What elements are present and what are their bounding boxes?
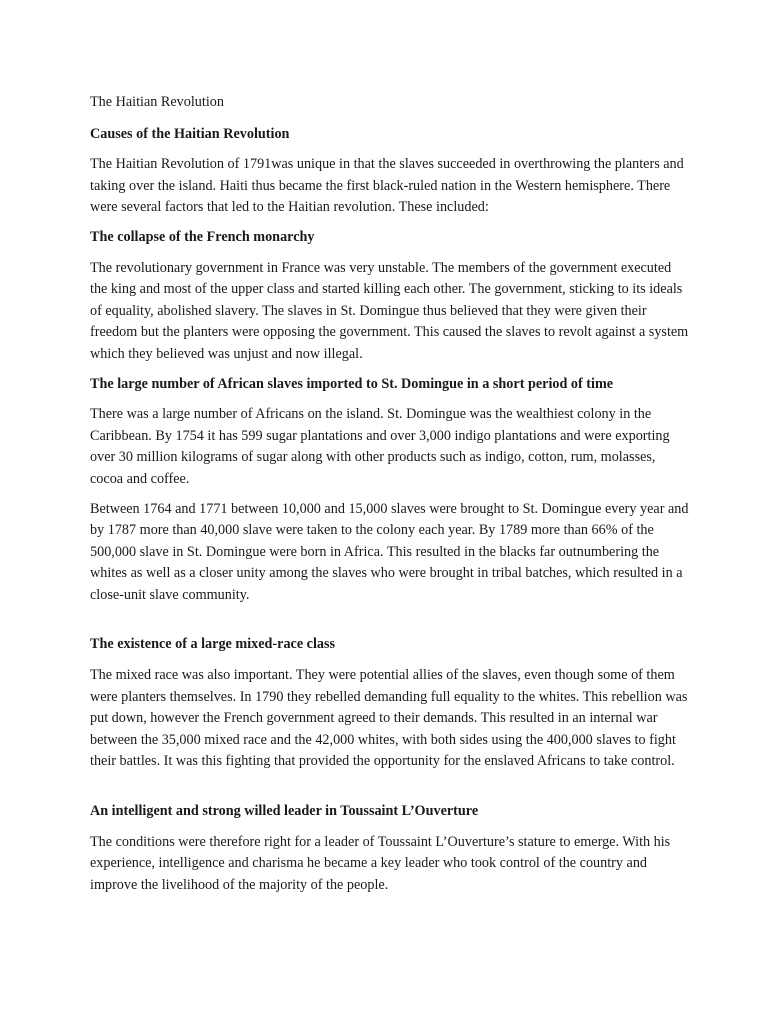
section-paragraph: The mixed race was also important. They were potential allies of the slaves, even though some of them were planters themselves. In 1790 they rebelled demanding full equality to the whites. This rebellion was put down, however the French government agreed to their demands. This resulted in an internal war between the 35,000 mixed race and the 42,000 whites, with both sides using the 400,000 slaves to fight their battles. It was this fighting that provided the opportunity for the enslaved Africans to take control.: [90, 667, 688, 770]
paragraph-gap: [90, 614, 690, 634]
section-heading-mixed-race: The existence of a large mixed-race class: [90, 636, 336, 653]
intro-paragraph: The Haitian Revolution of 1791was unique in that the slaves succeeded in overthrowing the planters and taking over the island. Haiti thus became the first black-ruled nation in the Western hemisphere. There were several factors that led to the Haitian revolution. These included:: [90, 156, 684, 216]
document-title: The Haitian Revolution: [90, 94, 224, 110]
section-paragraph: Between 1764 and 1771 between 10,000 and 15,000 slaves were brought to St. Domingue every year and by 1787 more than 40,000 slave were taken to the colony each year. By 1789 more than 66% of the 500,000 slave in St. Domingue were born in Africa. This resulted in the blacks far outnumbering the whites as well as a closer unity among the slaves who were brought in tribal batches, which resulted in a close-unit slave community.: [90, 500, 689, 603]
paragraph-gap: [90, 781, 690, 801]
section-heading-toussaint: An intelligent and strong willed leader in Toussaint L’Ouverture: [90, 803, 479, 820]
document-page: [90, 92, 690, 904]
section-heading-african-slaves: The large number of African slaves imported to St. Domingue in a short period of time: [90, 375, 614, 392]
section-paragraph: The conditions were therefore right for a leader of Toussaint L’Ouverture’s stature to emerge. With his experience, intelligence and charisma he became a key leader who took control of the country and improve the livelihood of the majority of the people.: [90, 833, 671, 893]
section-heading-french-monarchy: The collapse of the French monarchy: [90, 228, 315, 245]
section-paragraph: There was a large number of Africans on the island. St. Domingue was the wealthiest colony in the Caribbean. By 1754 it has 599 sugar plantations and over 3,000 indigo plantations and were exporting over 30 million kilograms of sugar along with other products such as indigo, cotton, rum, molasses, cocoa and coffee.: [90, 406, 670, 487]
section-paragraph: The revolutionary government in France was very unstable. The members of the government executed the king and most of the upper class and started killing each other. The government, sticking to its ideals of equality, abolished slavery. The slaves in St. Domingue thus believed that they were given their freedom but the planters were opposing the government. This caused the slaves to revolt against a system which they believed was unjust and now illegal.: [90, 259, 689, 362]
document-subtitle: Causes of the Haitian Revolution: [90, 125, 290, 142]
